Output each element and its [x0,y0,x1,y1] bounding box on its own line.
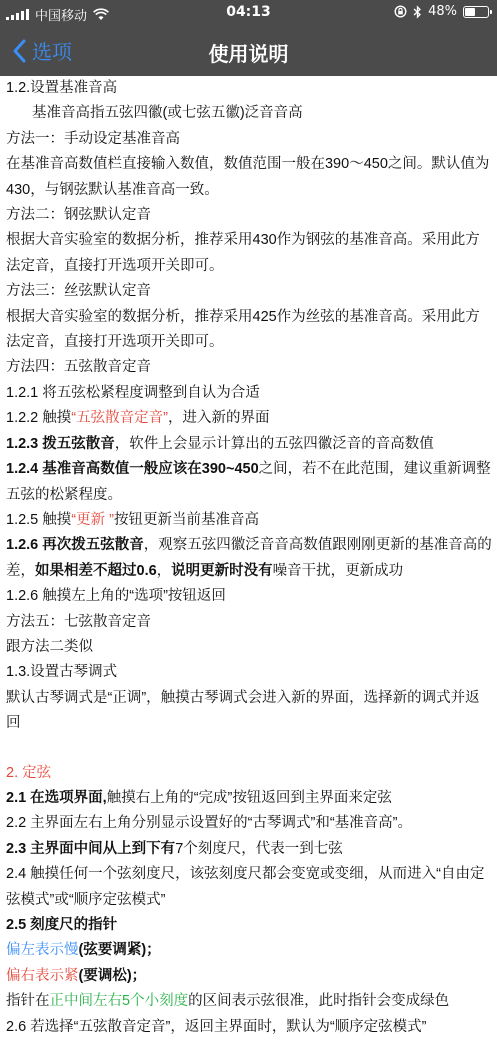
text-span: 触摸右上角的“完成”按钮返回到主界面来定弦 [106,789,392,806]
text-line: 基准音高指五弦四徽(或七弦五徽)泛音音高 [32,105,303,122]
location-lock-icon [394,5,407,18]
method-2-title: 方法二：钢弦默认定音 [6,207,151,224]
heading-1-3: 1.3.设置古琴调式 [6,664,118,681]
status-time: 04:13 [226,4,271,20]
status-bar [0,0,497,26]
step-1-2-1: 1.2.1 将五弦松紧程度调整到自认为合适 [6,384,260,401]
battery-icon [463,6,489,18]
step-2-4: 2.4 触摸任何一个弦刻度尺，该弦刻度尺都会变宽或变细，从而进入“自由定弦模式”或“顺序定弦模式” [6,866,485,908]
method-1-title: 方法一：手动设定基准音高 [6,130,180,147]
battery-percent: 48% [428,4,457,19]
step-2-5-left [6,938,494,963]
text-line: 跟方法二类似 [6,638,93,655]
text-span: 如果相差不超过0.6 [35,562,157,579]
step-1-2-2 [6,406,494,431]
highlight-center-range: 正中间左右5个小刻度 [49,993,189,1010]
step-1-2-4 [6,457,494,508]
chevron-left-icon [12,39,26,63]
text-span: 1.2.6 再次拨五弦散音 [6,537,144,554]
text-span: 说明更新时没有 [171,562,273,579]
text-span: 1.2.5 触摸 [6,511,72,528]
back-button[interactable] [12,36,72,65]
text-span: 按钮更新当前基准音高 [113,511,259,528]
section-2-title: 2. 定弦 [6,764,52,781]
text-span: (弦要调紧)； [78,942,161,959]
step-1-2-6-return: 1.2.6 触摸左上角的“选项”按钮返回 [6,588,226,605]
page-title: 使用说明 [208,42,289,66]
battery-fill [465,8,475,16]
text-span: ， [156,562,172,579]
nav-bar [0,26,497,76]
text-span: 2.3 主界面中间从上到下有 [6,840,176,857]
instructions-content[interactable] [6,76,494,1035]
text-span: (要调松)； [78,967,147,984]
text-span: 指针在 [6,993,50,1010]
text-span: 7个刻度尺，代表一到七弦 [175,840,343,857]
text-span: 之间，若不在此范围，建议重新调整五弦的松紧程度。 [6,461,491,503]
text-line: 根据大音实验室的数据分析，推荐采用430作为钢弦的基准音高。采用此方法定音，直接打开选项开关即可。 [6,232,480,274]
heading-1-2: 1.2.设置基准音高 [6,80,118,96]
back-button-label: 选项 [32,40,72,64]
highlight-right-tight: 偏右表示紧 [6,967,79,984]
text-span: 1.2.2 触摸 [6,410,72,427]
text-line: 根据大音实验室的数据分析，推荐采用425作为丝弦的基准音高。采用此方法定音，直接打开选项开关即可。 [6,308,480,351]
highlight-left-slow: 偏左表示慢 [6,942,79,959]
step-2-2: 2.2 主界面左右上角分别显示设置好的“古琴调式”和“基准音高”。 [6,815,412,832]
step-2-5: 2.5 刻度尺的指针 [6,917,118,933]
bluetooth-icon [413,5,422,19]
text-span: 噪音干扰，更新成功 [272,562,404,579]
text-span: ，观察五弦四徽泛音音高数值跟刚刚更新的基准音高的差， [6,537,492,579]
step-1-2-5 [6,508,494,533]
text-span: ，软件上会显示计算出的五弦四徽泛音的音高数值 [114,435,434,452]
highlight-update: “更新 ” [71,511,114,528]
status-right [394,4,489,19]
step-2-1 [6,786,494,811]
step-2-5-right [6,964,494,989]
step-1-2-6 [6,533,494,584]
method-4-title: 方法四：五弦散音定音 [6,359,151,376]
text-line: 在基准音高数值栏直接输入数值，数值范围一般在390～450之间。默认值为430，与钢弦默认基准音高一致。 [6,156,490,198]
text-span: 的区间表示弦很准，此时指针会变成绿色 [188,993,450,1010]
step-1-2-3 [6,432,494,457]
text-span: ，进入新的界面 [167,410,270,427]
text-line: 默认古琴调式是“正调”，触摸古琴调式会进入新的界面，选择新的调式并返回 [6,689,480,732]
method-5-title: 方法五：七弦散音定音 [6,613,151,630]
step-2-3 [6,837,494,862]
highlight-five-string-tuning: “五弦散音定音” [71,410,168,427]
text-span: 1.2.4 基准音高数值一般应该在390~450 [6,461,259,478]
carrier-label: 中国移动 [35,9,88,24]
step-2-5-center [6,989,494,1014]
step-2-6: 2.6 若选择“五弦散音定音”，返回主界面时，默认为“顺序定弦模式” [6,1018,427,1035]
method-3-title: 方法三：丝弦默认定音 [6,283,151,300]
text-span: 2.1 在选项界面, [6,789,107,806]
text-span: 1.2.3 拨五弦散音 [6,435,115,452]
spacer [6,737,494,761]
